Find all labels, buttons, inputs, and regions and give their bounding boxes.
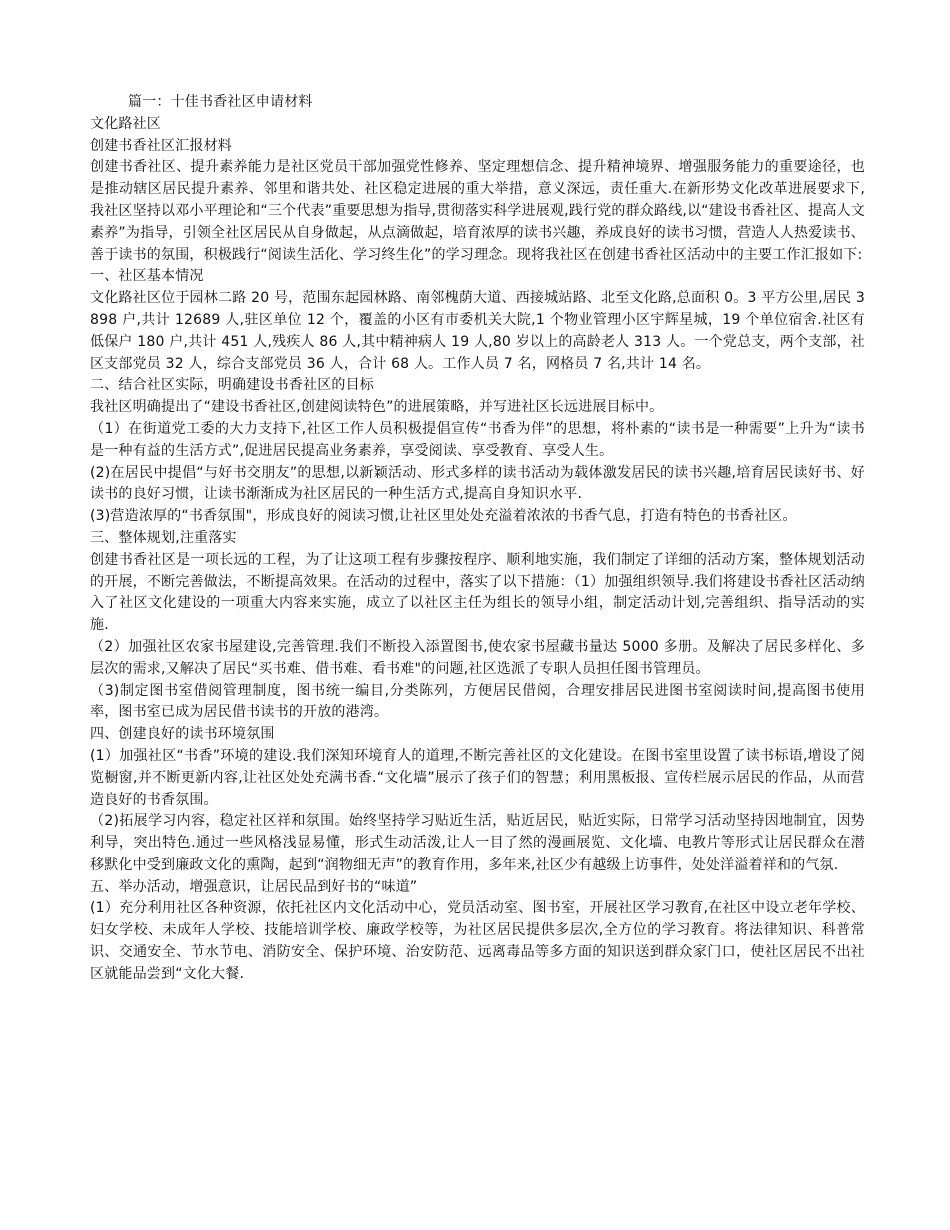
paragraph-planning-item-2: （2）加强社区农家书屋建设,完善管理.我们不断投入添置图书,使农家书屋藏书量达 5000 多册。及解决了居民多样化、多层次的需求,又解决了居民“买书难、借书难、看书难"的问题,社区选派了专职人员担任图书管理员。 [90, 638, 865, 677]
community-name: 文化路社区 [90, 115, 161, 132]
section-heading-3: 三、整体规划,注重落实 [90, 529, 237, 546]
paragraph-environment-item-1: (1）加强社区“书香”环境的建设.我们深知环境育人的道理,不断完善社区的文化建设。在图书室里设置了读书标语,增设了阅览橱窗,并不断更新内容,让社区处处充满书香.“文化墙”展示了孩子们的智慧；利用黑板报、宣传栏展示居民的作品，从而营造良好的书香氛围。 [90, 747, 865, 808]
paragraph-goal-item-3: (3)营造浓厚的“书香氛围"，形成良好的阅读习惯,让社区里处处充溢着浓浓的书香气息，打造有特色的书香社区。 [90, 508, 797, 525]
paragraph-planning: 创建书香社区是一项长远的工程，为了让这项工程有步骤按程序、顺利地实施，我们制定了详细的活动方案，整体规划活动的开展，不断完善做法，不断提高效果。在活动的过程中，落实了以下措施：（1）加强组织领导.我们将建设书香社区活动纳入了社区文化建设的一项重大内容来实施，成立了以社区主任为组长的领导小组，制定活动计划,完善组织、指导活动的实施. [90, 551, 865, 634]
section-heading-1: 一、社区基本情况 [90, 268, 204, 285]
paragraph-activities-item-1: (1）充分利用社区各种资源，依托社区内文化活动中心，党员活动室、图书室，开展社区学习教育,在社区中设立老年学校、妇女学校、未成年人学校、技能培训学校、廉政学校等，为社区居民提供多层次,全方位的学习教育。将法律知识、科普常识、交通安全、节水节电、消防安全、保护环境、治安防范、远离毒品等多方面的知识送到群众家门口，使社区居民不出社区就能品尝到“文化大餐. [90, 900, 865, 982]
report-subtitle: 创建书香社区汇报材料 [90, 137, 232, 154]
paragraph-goal-item-1: （1）在街道党工委的大力支持下,社区工作人员积极提倡宣传“书香为伴”的思想，将朴素的“读书是一种需要”上升为“读书是一种有益的生活方式”,促进居民提高业务素养，享受阅读、享受教育、享受人生。 [90, 420, 865, 459]
paragraph-intro: 创建书香社区、提升素养能力是社区党员干部加强党性修养、坚定理想信念、提升精神境界、增强服务能力的重要途径，也是推动辖区居民提升素养、邻里和谐共处、社区稳定进展的重大举措，意义深远，责任重大.在新形势文化改革进展要求下,我社区坚持以邓小平理论和“三个代表”重要思想为指导,贯彻落实科学进展观,践行党的群众路线,以“建设书香社区、提高人文素养”为指导，引领全社区居民从自身做起，从点滴做起，培育浓厚的读书兴趣，养成良好的读书习惯，营造人人热爱读书、善于读书的氛围，积极践行“阅读生活化、学习终生化”的学习理念。现将我社区在创建书香社区活动中的主要工作汇报如下: [90, 159, 865, 263]
document-page [90, 92, 865, 986]
section-heading-2: 二、结合社区实际，明确建设书香社区的目标 [90, 377, 374, 394]
paragraph-planning-item-3: （3)制定图书室借阅管理制度，图书统一编目,分类陈列，方便居民借阅，合理安排居民进图书室阅读时间,提高图书使用率，图书室已成为居民借书读书的开放的港湾。 [90, 682, 865, 721]
paragraph-goal: 我社区明确提出了“建设书香社区,创建阅读特色”的进展策略，并写进社区长远进展目标中。 [90, 399, 664, 416]
section-heading-5: 五、举办活动，增强意识，让居民品到好书的“味道” [90, 878, 418, 895]
paragraph-goal-item-2: (2)在居民中提倡“与好书交朋友”的思想,以新颖活动、形式多样的读书活动为载体激发居民的读书兴趣,培育居民读好书、好读书的良好习惯，让读书渐渐成为社区居民的一种生活方式,提高自身知识水平. [90, 464, 865, 503]
paragraph-basic-info: 文化路社区位于园林二路 20 号，范围东起园林路、南邻槐荫大道、西接城站路、北至文化路,总面积 0。3 平方公里,居民 3898 户,共计 12689 人,驻区单位 12 个，覆盖的小区有市委机关大院,1 个物业管理小区宇辉星城，19 个单位宿舍.社区有低保户 180 户,共计 451 人,残疾人 86 人,其中精神病人 19 人,80 岁以上的高龄老人 313 人。一个党总支，两个支部，社区支部党员 32 人，综合支部党员 36 人，合计 68 人。工作人员 7 名，网格员 7 名,共计 14 名。 [90, 290, 865, 372]
document-title: 篇一：十佳书香社区申请材料 [128, 94, 313, 110]
section-heading-4: 四、创建良好的读书环境氛围 [90, 726, 275, 743]
paragraph-environment-item-2: （2)拓展学习内容，稳定社区祥和氛围。始终坚持学习贴近生活，贴近居民，贴近实际，日常学习活动坚持因地制宜，因势利导，突出特色.通过一些风格浅显易懂，形式生动活泼,让人一目了然的漫画展览、文化墙、电教片等形式让居民群众在潜移默化中受到廉政文化的熏陶，起到“润物细无声”的教育作用，多年来,社区少有越级上访事件，处处洋溢着祥和的气氛. [90, 813, 865, 873]
